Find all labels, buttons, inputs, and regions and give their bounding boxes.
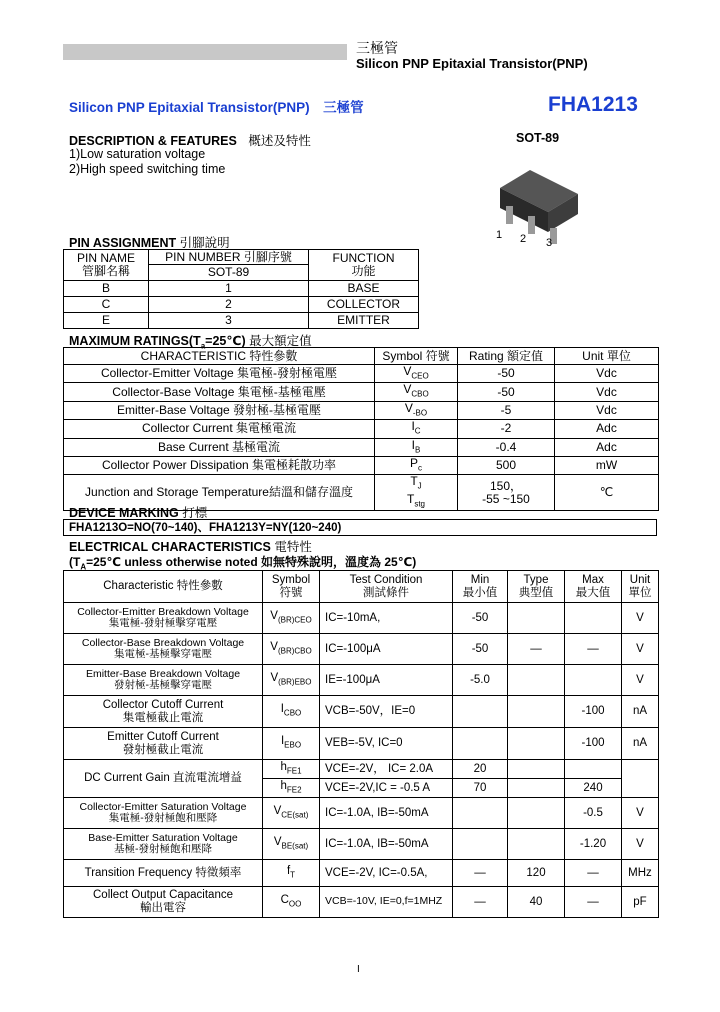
col-pin-name: PIN NAME 管腳名稱 — [64, 250, 149, 281]
table-row: Transition Frequency 特徵頻率 $f_T$ VCE=-2V, IC=-0.5A, — 120 — MHz — [64, 860, 659, 887]
header-cn: 三極管 — [356, 40, 398, 56]
header-title: Silicon PNP Epitaxial Transistor(PNP) — [356, 56, 588, 71]
part-number: FHA1213 — [548, 93, 638, 116]
title-line: Silicon PNP Epitaxial Transistor(PNP) 三極管 — [69, 100, 364, 115]
table-row: Collector Power Dissipation 集電極耗散功率 $P_c$ 500 mW — [64, 456, 659, 474]
table-row: Emitter-Base Voltage 發射極-基極電壓 $V_{-BO}$ -5 Vdc — [64, 401, 659, 419]
table-row: Base Current 基極電流 $I_B$ -0.4 Adc — [64, 438, 659, 456]
table-row: Emitter Cutoff Current 發射極截止電流 $I_{EBO}$ VEB=-5V, IC=0 -100 nA — [64, 728, 659, 760]
device-marking-heading: DEVICE MARKING 打標 — [69, 506, 208, 520]
table-row: Junction and Storage Temperature結溫和儲存溫度 $T_J$ $T_{stg}$ 150， -55 ~150 ℃ — [64, 475, 659, 511]
electrical-heading: ELECTRICAL CHARACTERISTICS 電特性 — [69, 540, 312, 554]
table-row: $h_{FE2}$ VCE=-2V,IC = -0.5 A 70 240 — [64, 779, 659, 798]
col-pin-number: PIN NUMBER 引腳序號 — [149, 250, 309, 265]
electrical-condition: ($T_A=25℃$ unless otherwise noted 如無特殊說明，溫度為 25℃) — [69, 555, 417, 572]
package-label: SOT-89 — [516, 131, 560, 145]
page-number: I — [357, 964, 360, 975]
max-ratings-table: CHARACTERISTIC 特性參數 Symbol 符號 Rating 額定值 Unit 單位 Collector-Emitter Voltage 集電極-發射極電壓 $V_{CEO}$ -50 Vdc Collector-Base Voltage 集電極-基極電壓 $V_{CBO}$ -50 Vdc Emitter-Base Voltage 發射極-基極電壓 $V_{-BO}$ -5 Vdc Collector Current 集電極電流 $I_C$ -2 Adc Base Current 基極電流 $I_B$ -0.4 Adc Collector Power Dissipation 集電極耗散功率 $P_c$ 500 mW Junction and Storage Temperature結溫和儲存溫度 $T_J$ $T_{stg}$ 150， -55 ~150 ℃ — [63, 347, 659, 511]
feature-item: 1)Low saturation voltage — [69, 147, 206, 161]
table-row: Collector-Base Voltage 集電極-基極電壓 $V_{CBO}$ -50 Vdc — [64, 383, 659, 401]
pin-assignment-heading: PIN ASSIGNMENT 引腳說明 — [69, 236, 230, 250]
table-row: B 1 BASE — [64, 281, 419, 297]
col-pin-package: SOT-89 — [149, 265, 309, 281]
header-bar — [63, 44, 347, 60]
table-row: E 3 EMITTER — [64, 313, 419, 329]
feature-item: 2)High speed switching time — [69, 162, 226, 176]
description-heading: DESCRIPTION & FEATURES 概述及特性 — [69, 134, 311, 148]
table-row: Collect Output Capacitance 輸出電容 $C_{OO}$ VCB=-10V, IE=0,f=1MHZ — 40 — pF — [64, 887, 659, 918]
table-row: Collector-Emitter Saturation Voltage 集電極-發射極飽和壓降 $V_{CE(sat)}$ IC=-1.0A, IB=-50mA -0.5 V — [64, 798, 659, 829]
table-row: Collector Current 集電極電流 $I_C$ -2 Adc — [64, 420, 659, 438]
device-marking-box: FHA1213O=NO(70~140)、FHA1213Y=NY(120~240) — [63, 519, 657, 536]
table-row: Collector-Emitter Voltage 集電極-發射極電壓 $V_{CEO}$ -50 Vdc — [64, 365, 659, 383]
pin-label-1: 1 — [496, 229, 503, 241]
table-row: Collector Cutoff Current 集電極截止電流 $I_{CBO}$ VCB=-50V，IE=0 -100 nA — [64, 696, 659, 728]
table-row: Base-Emitter Saturation Voltage 基極-發射極飽和壓降 $V_{BE(sat)}$ IC=-1.0A, IB=-50mA -1.20 V — [64, 829, 659, 860]
table-row: C 2 COLLECTOR — [64, 297, 419, 313]
table-row: DC Current Gain 直流電流增益 $h_{FE1}$ VCE=-2V， IC= 2.0A 20 — [64, 760, 659, 779]
table-row: Collector-Base Breakdown Voltage 集電極-基極擊穿電壓 $V_{(BR)CBO}$ IC=-100μA -50 — — V — [64, 634, 659, 665]
table-row: Emitter-Base Breakdown Voltage 發射極-基極擊穿電壓 $V_{(BR)EBO}$ IE=-100μA -5.0 V — [64, 665, 659, 696]
col-function: FUNCTION 功能 — [309, 250, 419, 281]
electrical-table: Characteristic 特性參數 Symbol 符號 Test Condition 測試條件 Min 最小值 Type 典型值 Max 最大值 Unit 單位 Collector-Emitter Breakdown Voltage 集電極-發射極擊穿電壓 $V_{(BR)CEO}$ IC=-10mA, -50 V Collector-Base Breakdown Voltage 集電極-基極擊穿電壓 $V_{(BR)CBO}$ IC=-100μA -50 — — V Emitter-Base Breakdown Voltage 發射極-基極擊穿電壓 $V_{(BR)EBO}$ IE=-100μA -5.0 V Collector Cutoff Current 集電極截止電流 $I_{CBO}$ VCB=-50V，IE=0 -100 nA Emitter Cutoff Current 發射極截止電流 $I_{EBO}$ VEB=-5V, IC=0 -100 nA DC Current Gain 直流電流增益 $h_{FE1}$ VCE=-2V， IC= 2.0A 20 $h_{FE2}$ VCE=-2V,IC = -0.5 A 70 240 Collector-Emitter Saturation Voltage 集電極-發射極飽和壓降 $V_{CE(sat)}$ IC=-1.0A, IB=-50mA -0.5 V Base-Emitter Saturation Voltage 基極-發射極飽和壓降 $V_{BE(sat)}$ IC=-1.0A, IB=-50mA -1.20 V Transition Frequency 特徵頻率 $f_T$ VCE=-2V, IC=-0.5A, — 120 — MHz Collect Output Capacitance 輸出電容 $C_{OO}$ VCB=-10V, IE=0,f=1MHZ — 40 — pF — [63, 570, 659, 918]
max-ratings-heading: MAXIMUM $RATINGS(T_a=25℃)$ 最大額定值 — [69, 334, 312, 351]
pin-label-2: 2 — [520, 233, 527, 245]
pin-assignment-table — [63, 249, 419, 329]
table-row: Collector-Emitter Breakdown Voltage 集電極-發射極擊穿電壓 $V_{(BR)CEO}$ IC=-10mA, -50 V — [64, 603, 659, 634]
pin-label-3: 3 — [546, 237, 553, 249]
sot89-package-drawing — [490, 150, 590, 250]
